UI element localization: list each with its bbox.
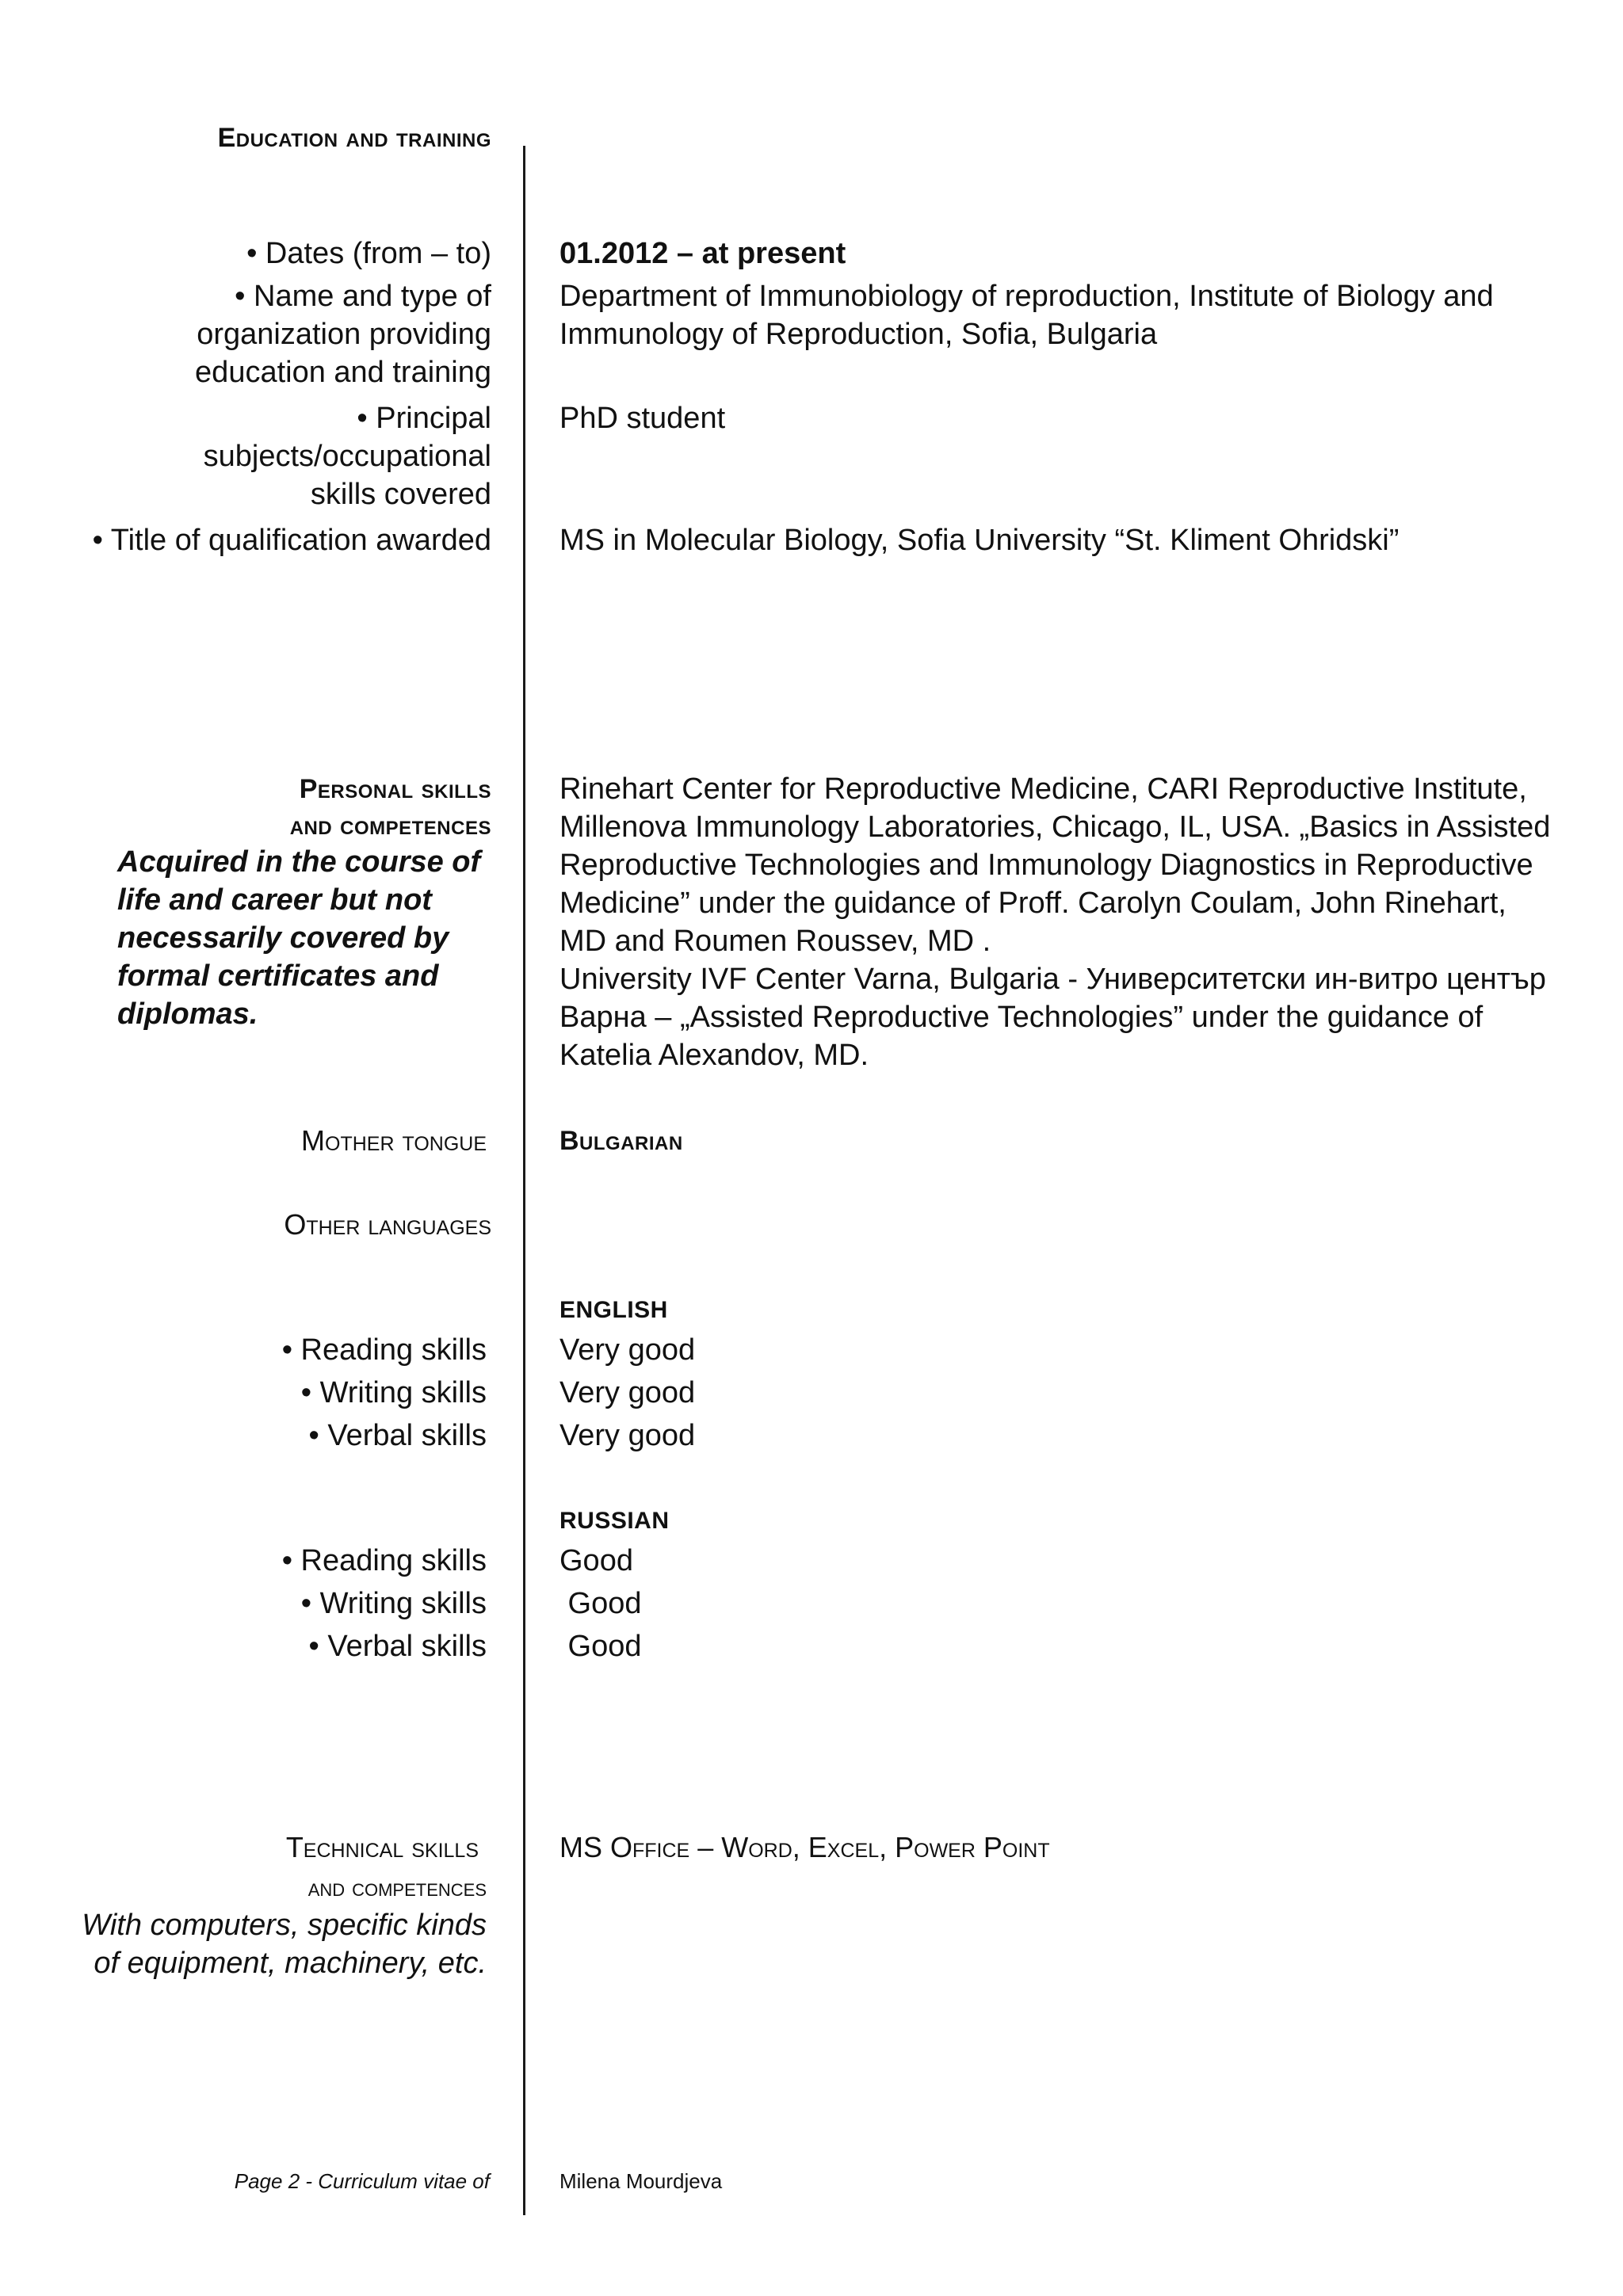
personal-skills-heading-line1: Personal skills [299, 774, 491, 804]
subjects-value: PhD student [559, 402, 726, 435]
english-verbal-value: Very good [559, 1419, 696, 1452]
writing-skills-label: • Writing skills [300, 1376, 487, 1409]
education-heading: Education and training [217, 123, 491, 153]
language-name-russian: RUSSIAN [559, 1508, 670, 1534]
technical-skills-subtitle: With computers, specific kinds of equipment, machinery, etc. [82, 1909, 487, 1980]
footer-page-label: Page 2 - Curriculum vitae of [234, 2169, 490, 2193]
personal-skills-value: Rinehart Center for Reproductive Medicine, CARI Reproductive Institute, Millenova Immunology Laboratories, Chicago, IL, USA. „Basics in Assisted Reproductive Technologies and Immunology Diagnostics in Reproductive Medicine” under the guidance of Proff. Carolyn Coulam, John Rinehart, MD and Roumen Roussev, MD . University IVF Center Varna, Bulgaria - Университетски ин-витро център Варна – „Assisted Reproductive Technologies” under the guidance of Katelia Alexandov, MD. [559, 772, 1551, 1072]
russian-reading-value: Good [559, 1544, 633, 1577]
personal-skills-subtitle: Acquired in the course of life and career but not necessarily covered by formal certificates and diplomas. [117, 845, 481, 1031]
subjects-label: • Principal subjects/occupational skills covered [203, 402, 491, 511]
reading-skills-label: • Reading skills [281, 1333, 487, 1367]
personal-skills-heading-line2: and competences [289, 810, 491, 841]
verbal-skills-label: • Verbal skills [308, 1630, 487, 1663]
dates-value: 01.2012 – at present [559, 237, 846, 270]
mother-tongue-label: Mother tongue [301, 1124, 487, 1157]
mother-tongue-value: Bulgarian [559, 1126, 683, 1156]
organization-value: Department of Immunobiology of reproduction, Institute of Biology and Immunology of Reproduction, Sofia, Bulgaria [559, 280, 1494, 351]
verbal-skills-label: • Verbal skills [308, 1419, 487, 1452]
column-divider [523, 146, 525, 2215]
english-writing-value: Very good [559, 1376, 696, 1409]
technical-skills-heading-line2: and competences [307, 1873, 487, 1901]
organization-label: • Name and type of organization providing education and training [195, 280, 491, 389]
english-reading-value: Very good [559, 1333, 696, 1367]
technical-skills-value: MS Office – Word, Excel, Power Point [559, 1831, 1050, 1863]
writing-skills-label: • Writing skills [300, 1587, 487, 1620]
russian-writing-value: Good [559, 1587, 642, 1620]
qualification-label: • Title of qualification awarded [92, 524, 491, 557]
language-name-english: ENGLISH [559, 1297, 668, 1323]
qualification-value: MS in Molecular Biology, Sofia University “St. Kliment Ohridski” [559, 524, 1400, 557]
technical-skills-heading-line1: Technical skills [285, 1831, 479, 1863]
other-languages-label: Other languages [284, 1208, 491, 1241]
reading-skills-label: • Reading skills [281, 1544, 487, 1577]
footer-name: Milena Mourdjeva [559, 2169, 723, 2193]
dates-label: • Dates (from – to) [246, 237, 491, 270]
russian-verbal-value: Good [559, 1630, 642, 1663]
